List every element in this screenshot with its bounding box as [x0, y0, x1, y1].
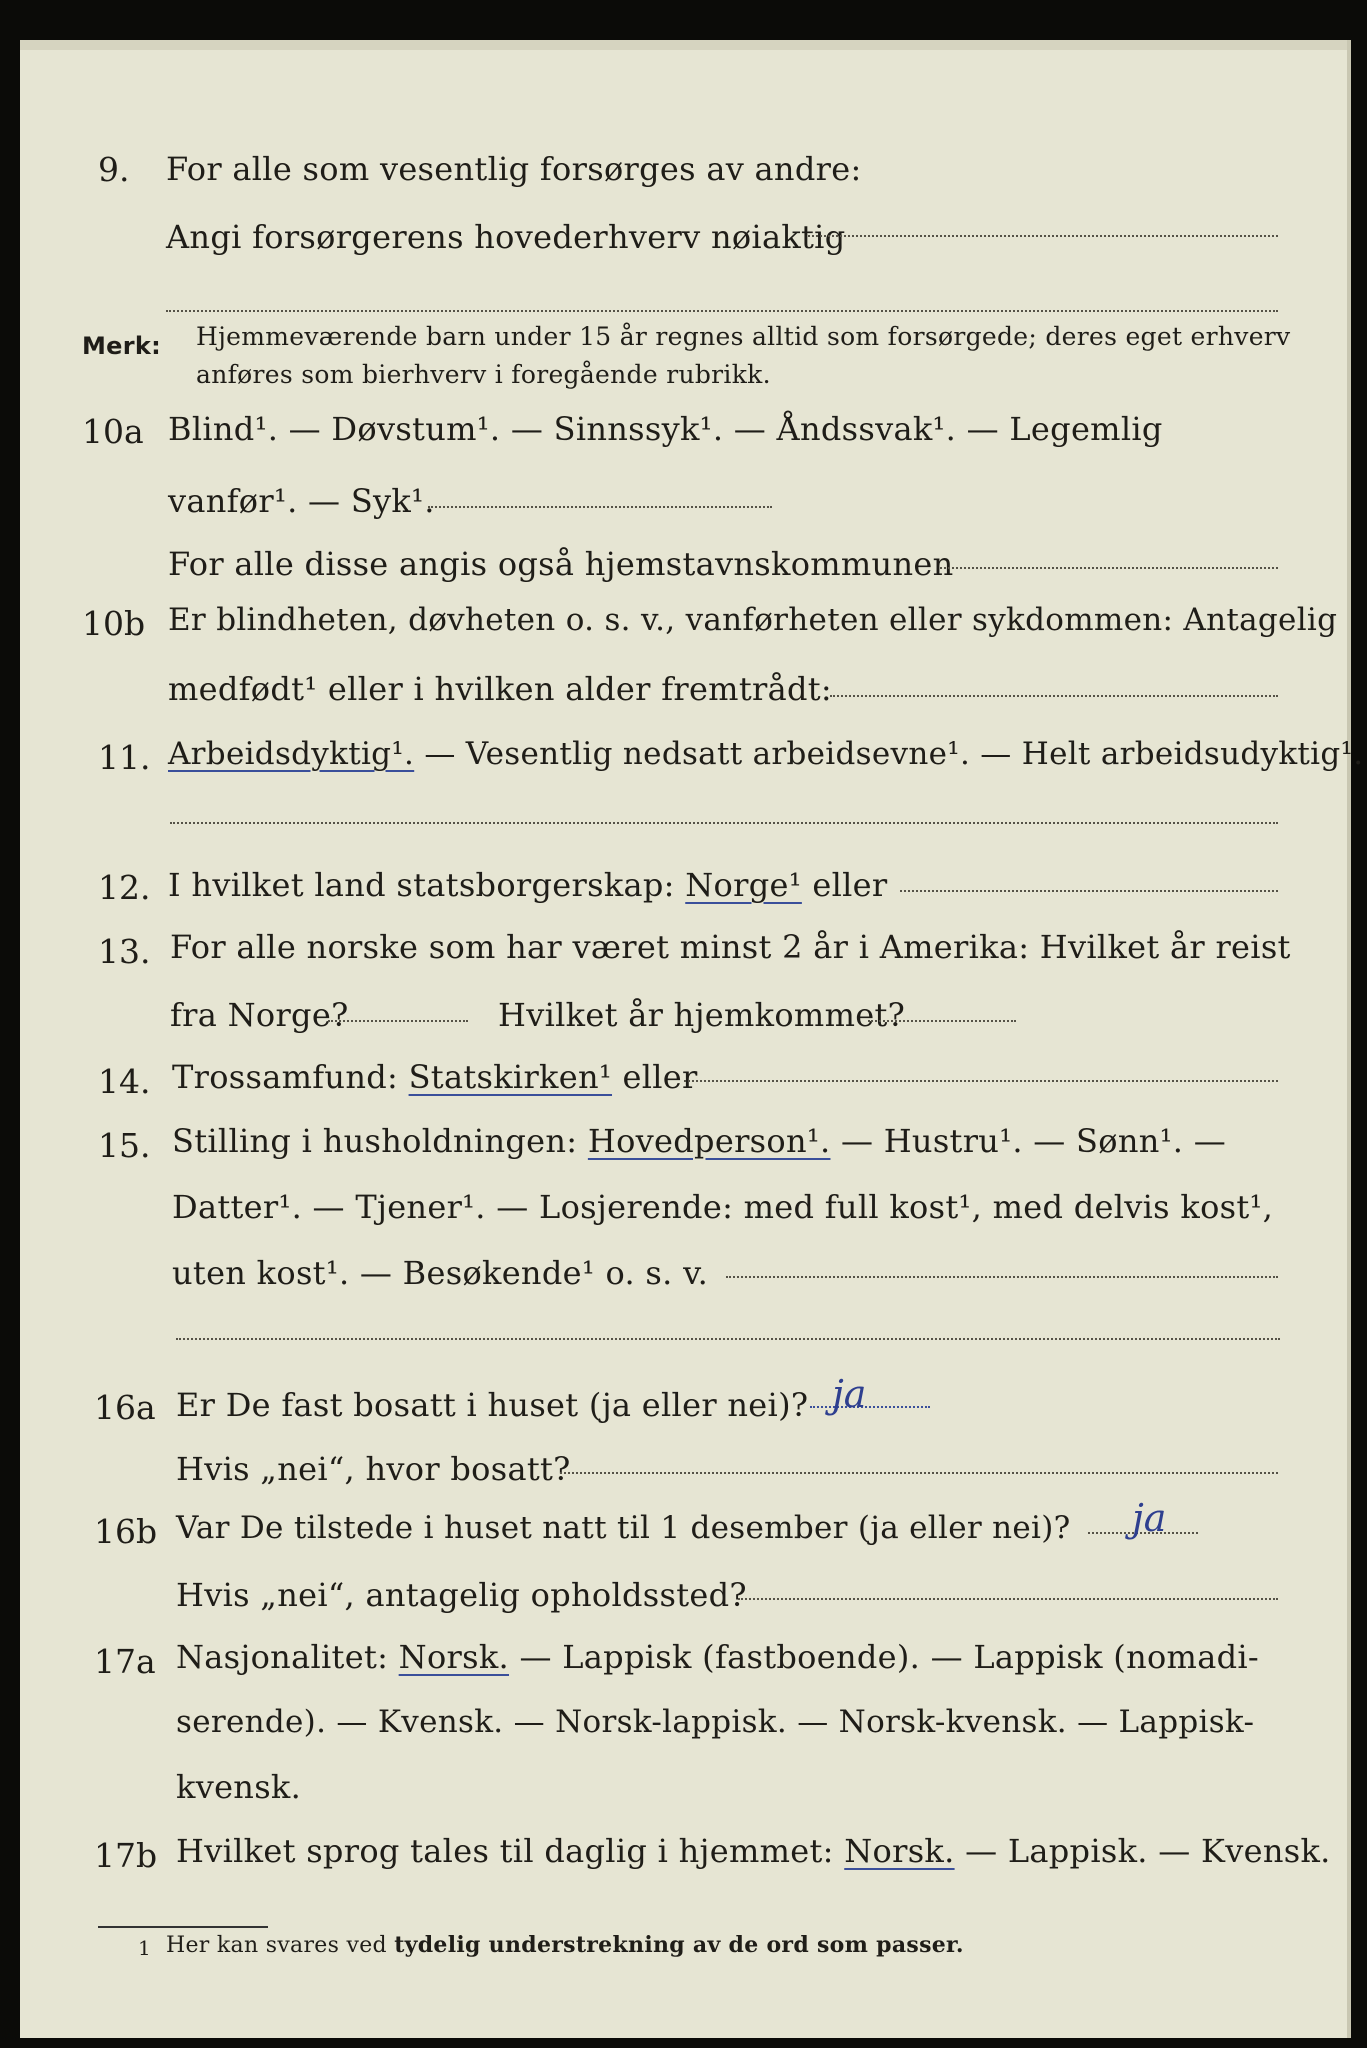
q16b-line1: Var De tilstede i huset natt til 1 desember (ja eller nei)? — [176, 1510, 1071, 1546]
q17b-number: 17b — [94, 1836, 158, 1875]
q11-line: Arbeidsdyktig¹. — Vesentlig nedsatt arbeidsevne¹. — Helt arbeidsudyktig¹. — [168, 736, 1364, 772]
q10a-municipality-line[interactable] — [940, 567, 1278, 569]
q13-line1: For alle norske som har været minst 2 år i Amerika: Hvilket år reist — [170, 928, 1291, 966]
q9-answer-line-2[interactable] — [166, 310, 1278, 312]
q12-line: I hvilket land statsborgerskap: Norge¹ eller — [168, 866, 888, 904]
q12-answer-line[interactable] — [900, 890, 1278, 892]
footnote-rule — [98, 1926, 268, 1928]
q14-line: Trossamfund: Statskirken¹ eller — [172, 1058, 698, 1096]
q10b-answer-line[interactable] — [830, 695, 1278, 697]
q9-number: 9. — [98, 150, 130, 189]
footnote-mark: 1 — [138, 1936, 152, 1960]
q15-line2: Datter¹. — Tjener¹. — Losjerende: med full kost¹, med delvis kost¹, — [172, 1188, 1274, 1226]
q17b-selected-option: Norsk. — [844, 1832, 955, 1870]
q10a-line3: For alle disse angis også hjemstavnskommunen — [168, 545, 954, 583]
q16a-line2: Hvis „nei“, hvor bosatt? — [176, 1450, 571, 1488]
q13-line2b: Hvilket år hjemkommet? — [498, 996, 906, 1034]
q17a-selected-option: Norsk. — [398, 1638, 510, 1676]
q15-answer-line-2[interactable] — [176, 1338, 1280, 1340]
merk-line1: Hjemmeværende barn under 15 år regnes alltid som forsørgede; deres eget erhverv — [196, 322, 1291, 351]
q13-return-year-line[interactable] — [868, 1020, 1016, 1022]
q17a-line1: Nasjonalitet: Norsk. — Lappisk (fastboende). — Lappisk (nomadi- — [176, 1638, 1260, 1676]
q15-line1: Stilling i husholdningen: Hovedperson¹. — Hustru¹. — Sønn¹. — — [172, 1122, 1227, 1160]
q13-number: 13. — [98, 932, 151, 971]
q14-selected-option: Statskirken¹ — [408, 1058, 613, 1096]
q16a-handwritten-answer: ja — [832, 1372, 867, 1416]
q17a-line3: kvensk. — [176, 1768, 302, 1806]
q9-line1: For alle som vesentlig forsørges av andre: — [166, 150, 862, 188]
q14-answer-line[interactable] — [684, 1080, 1278, 1082]
q13-line2a: fra Norge? — [170, 996, 349, 1034]
q16a-residence-line[interactable] — [560, 1472, 1278, 1474]
q9-line2: Angi forsørgerens hovederhverv nøiaktig — [166, 218, 846, 256]
q16b-handwritten-answer: ja — [1132, 1496, 1167, 1540]
q15-selected-option: Hovedperson¹. — [587, 1122, 831, 1160]
q14-number: 14. — [98, 1062, 151, 1101]
q16b-line2: Hvis „nei“, antagelig opholdssted? — [176, 1576, 747, 1614]
q11-selected-option: Arbeidsdyktig¹. — [168, 736, 415, 772]
q11-number: 11. — [98, 738, 151, 777]
q15-answer-line[interactable] — [726, 1276, 1278, 1278]
q17a-line2: serende). — Kvensk. — Norsk-lappisk. — Norsk-kvensk. — Lappisk- — [176, 1704, 1255, 1740]
q10a-line2: vanfør¹. — Syk¹. — [168, 482, 435, 520]
q10b-line2: medfødt¹ eller i hvilken alder fremtrådt: — [168, 670, 832, 708]
q11-answer-line[interactable] — [170, 822, 1278, 824]
q12-selected-option: Norge¹ — [685, 866, 802, 904]
q16a-number: 16a — [94, 1388, 156, 1427]
q12-number: 12. — [98, 868, 151, 907]
q13-departure-year-line[interactable] — [328, 1020, 468, 1022]
q15-line3: uten kost¹. — Besøkende¹ o. s. v. — [172, 1254, 709, 1292]
footnote-text: Her kan svares ved tydelig understrekning av de ord som passer. — [166, 1932, 964, 1958]
merk-label: Merk: — [82, 332, 162, 360]
q17b-line: Hvilket sprog tales til daglig i hjemmet: Norsk. — Lappisk. — Kvensk. — [176, 1832, 1331, 1870]
q9-answer-line[interactable] — [808, 235, 1278, 237]
q16b-location-line[interactable] — [738, 1598, 1278, 1600]
q10a-answer-line[interactable] — [428, 506, 772, 508]
q16a-answer-line[interactable] — [810, 1406, 930, 1408]
q17a-number: 17a — [94, 1642, 156, 1681]
q15-number: 15. — [98, 1126, 151, 1165]
q10b-line1: Er blindheten, døvheten o. s. v., vanførheten eller sykdommen: Antagelig — [168, 602, 1338, 638]
q10b-number: 10b — [82, 604, 146, 643]
q16a-line1: Er De fast bosatt i huset (ja eller nei)? — [176, 1386, 809, 1424]
merk-line2: anføres som bierhverv i foregående rubrikk. — [196, 360, 771, 389]
q16b-number: 16b — [94, 1512, 158, 1551]
q10a-line1: Blind¹. — Døvstum¹. — Sinnssyk¹. — Åndssvak¹. — Legemlig — [168, 410, 1163, 448]
q10a-number: 10a — [82, 412, 144, 451]
